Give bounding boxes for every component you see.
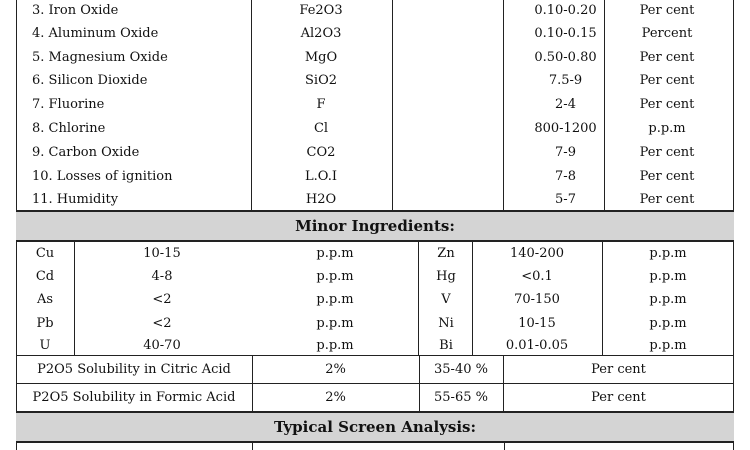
table-row (16, 69, 734, 92)
ingredient-value: 800-1200 (534, 120, 597, 136)
column-divider (504, 443, 505, 450)
element-value: 0.01-0.05 (505, 337, 569, 353)
element-unit: p.p.m (649, 268, 687, 284)
table-row (16, 21, 734, 45)
element-unit: p.p.m (649, 245, 687, 261)
solubility-label: P2O5 Solubility in Formic Acid (32, 390, 236, 405)
element-unit: p.p.m (649, 337, 687, 353)
solubility-label: P2O5 Solubility in Citric Acid (37, 362, 231, 377)
table-row (16, 356, 734, 383)
table-row (16, 335, 734, 355)
ingredient-unit: Percent (641, 25, 693, 41)
ingredient-label: 8. Chlorine (32, 120, 106, 136)
table-row (16, 384, 734, 411)
solubility-unit: Per cent (591, 390, 646, 405)
ingredient-value: 7-9 (555, 144, 576, 160)
ingredient-value: 0.50-0.80 (534, 49, 597, 65)
column-divider (419, 356, 420, 411)
element-unit: p.p.m (316, 315, 354, 331)
ingredient-label: 4. Aluminum Oxide (32, 25, 159, 41)
ingredient-formula: H2O (305, 191, 337, 207)
element-value: 10-15 (143, 245, 181, 261)
ingredient-label: 5. Magnesium Oxide (32, 49, 168, 65)
table-row (16, 140, 734, 164)
column-divider (392, 0, 393, 210)
ingredient-unit: Per cent (639, 168, 695, 184)
ingredient-unit: Per cent (639, 96, 695, 112)
ingredient-unit: Per cent (639, 73, 695, 88)
element-symbol: U (39, 337, 51, 353)
element-unit: p.p.m (316, 292, 354, 307)
ingredient-value: 7.5-9 (548, 73, 583, 88)
solubility-value: 2% (325, 390, 346, 405)
ingredient-formula: Al2O3 (300, 25, 342, 41)
column-divider (503, 0, 504, 210)
ingredient-unit: Per cent (639, 191, 695, 207)
ingredient-unit: Per cent (639, 49, 695, 65)
element-unit: p.p.m (316, 245, 354, 261)
element-symbol: Cd (35, 268, 55, 284)
table-row (16, 311, 734, 335)
element-symbol: Bi (439, 337, 453, 353)
ingredient-label: 6. Silicon Dioxide (32, 73, 148, 88)
column-divider (503, 356, 504, 411)
element-value: 140-200 (509, 245, 565, 261)
table-row (16, 116, 734, 140)
ingredient-value: 0.10-0.20 (534, 3, 597, 18)
table-row (16, 92, 734, 116)
element-unit: p.p.m (316, 268, 354, 284)
ingredient-value: 5-7 (555, 191, 576, 207)
element-value: 4-8 (151, 268, 173, 284)
column-divider (252, 356, 253, 411)
table-row (16, 188, 734, 210)
element-value: 10-15 (518, 315, 556, 331)
column-divider (472, 242, 473, 355)
table-row (16, 264, 734, 288)
ingredient-formula: CO2 (306, 144, 336, 160)
ingredient-unit: Per cent (639, 3, 695, 18)
ingredient-label: 10. Losses of ignition (32, 168, 173, 184)
section-title-minor: Minor Ingredients: (16, 212, 734, 240)
element-value: 40-70 (143, 337, 181, 353)
table-row (16, 288, 734, 311)
element-symbol: V (441, 292, 451, 307)
table-row (16, 164, 734, 188)
element-unit: p.p.m (649, 315, 687, 331)
ingredient-unit: Per cent (639, 144, 695, 160)
table-row (16, 45, 734, 69)
element-symbol: Pb (36, 315, 54, 331)
ingredient-formula: F (316, 96, 326, 112)
ingredient-formula: SiO2 (305, 73, 337, 88)
element-symbol: Cu (35, 245, 55, 261)
element-symbol: Ni (438, 315, 454, 331)
element-unit: p.p.m (316, 337, 354, 353)
row-divider (16, 441, 734, 443)
element-symbol: As (36, 292, 54, 307)
element-value: <2 (152, 292, 172, 307)
element-value: 70-150 (514, 292, 560, 307)
ingredient-formula: Cl (313, 120, 329, 136)
ingredient-label: 7. Fluorine (32, 96, 105, 112)
ingredient-value: 0.10-0.15 (534, 25, 597, 41)
ingredient-formula: MgO (304, 49, 338, 65)
ingredient-formula: L.O.I (305, 168, 337, 184)
column-divider (602, 242, 603, 355)
column-divider (251, 0, 252, 210)
solubility-unit: Per cent (591, 362, 646, 377)
element-symbol: Hg (436, 268, 456, 284)
ingredient-unit: p.p.m (648, 120, 686, 136)
solubility-range: 55-65 % (434, 390, 488, 405)
solubility-range: 35-40 % (434, 362, 488, 377)
ingredient-label: 11. Humidity (32, 191, 119, 207)
element-value: <2 (152, 315, 172, 331)
ingredient-value: 7-8 (555, 168, 576, 184)
column-divider (252, 443, 253, 450)
column-divider (418, 242, 419, 355)
column-divider (604, 0, 605, 210)
ingredient-label: 9. Carbon Oxide (32, 144, 140, 160)
solubility-value: 2% (325, 362, 346, 377)
table-row (16, 0, 734, 21)
column-divider (74, 242, 75, 355)
ingredient-formula: Fe2O3 (299, 3, 343, 18)
table-row (16, 242, 734, 264)
element-value: <0.1 (521, 268, 553, 284)
ingredient-value: 2-4 (555, 96, 576, 112)
ingredient-label: 3. Iron Oxide (32, 3, 119, 18)
element-unit: p.p.m (649, 292, 687, 307)
element-symbol: Zn (437, 245, 455, 261)
section-title-screen: Typical Screen Analysis: (16, 413, 734, 441)
